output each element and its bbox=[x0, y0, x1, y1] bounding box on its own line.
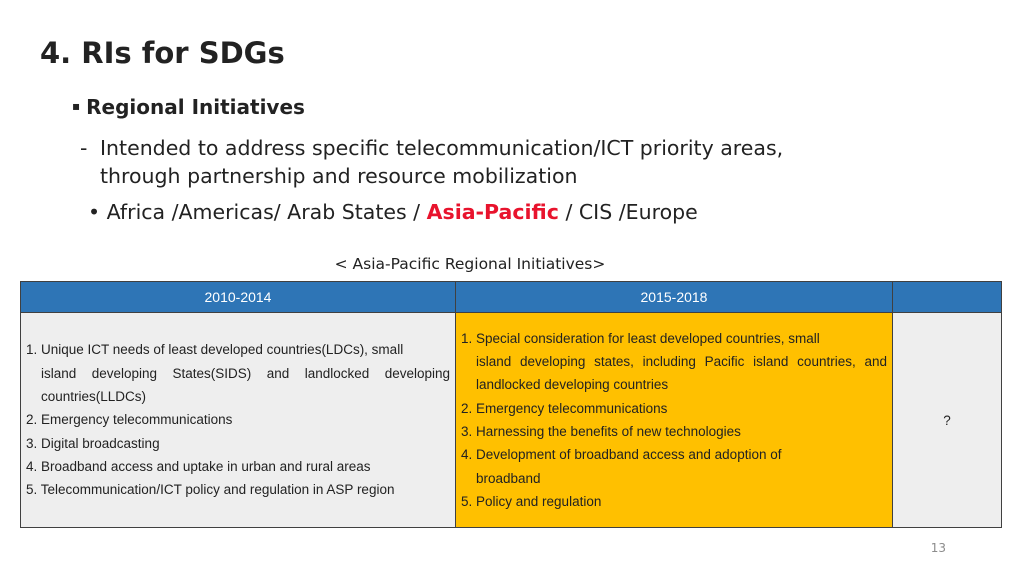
description bbox=[80, 134, 910, 190]
slide-title: 4. RIs for SDGs bbox=[40, 36, 285, 70]
list-item: 1. Unique ICT needs of least developed countries(LDCs), small island developing States(SIDS) and landlocked developing countries(LLDCs) bbox=[26, 342, 450, 405]
square-bullet-icon: ▪ bbox=[72, 99, 81, 113]
page-number: 13 bbox=[930, 541, 946, 555]
regional-initiatives-table bbox=[20, 281, 1002, 528]
header-empty bbox=[893, 282, 1002, 313]
list-item: 5. Telecommunication/ICT policy and regulation in ASP region bbox=[26, 482, 395, 498]
regions-before: Africa /Americas/ Arab States / bbox=[106, 200, 421, 224]
cell-unknown: ? bbox=[893, 313, 1002, 528]
list-item: 4. Development of broadband access and adoption of broadband bbox=[461, 447, 782, 486]
cell-2015-2018 bbox=[456, 313, 893, 528]
list-item: 3. Harnessing the benefits of new technologies bbox=[461, 424, 741, 439]
table-row bbox=[21, 313, 1002, 528]
dot-bullet-icon: • bbox=[88, 200, 101, 224]
list-item: 5. Policy and regulation bbox=[461, 493, 602, 509]
list-item: 2. Emergency telecommunications bbox=[461, 400, 668, 416]
header-2010-2014: 2010-2014 bbox=[21, 282, 456, 313]
regions-after: / CIS /Europe bbox=[565, 200, 698, 224]
cell-2010-2014 bbox=[21, 313, 456, 528]
list-item: 4. Broadband access and uptake in urban and rural areas bbox=[26, 458, 371, 474]
bullet-heading-row bbox=[72, 95, 305, 119]
list-item: 2. Emergency telecommunications bbox=[26, 412, 233, 428]
table-header-row bbox=[21, 282, 1002, 313]
description-line-1: Intended to address specific telecommunication/ICT priority areas, bbox=[100, 136, 784, 160]
regions-highlight: Asia-Pacific bbox=[426, 200, 559, 224]
list-item: 1. Special consideration for least developed countries, small island developing states, including Pacific island countries, and landlocked developing countries bbox=[461, 330, 887, 393]
header-2015-2018: 2015-2018 bbox=[456, 282, 893, 313]
regions-line bbox=[88, 200, 698, 224]
bullet-heading: Regional Initiatives bbox=[86, 95, 305, 119]
dash-icon: - bbox=[80, 136, 88, 160]
description-line-2: through partnership and resource mobilization bbox=[100, 164, 578, 188]
table-caption: < Asia-Pacific Regional Initiatives> bbox=[334, 255, 606, 273]
list-item: 3. Digital broadcasting bbox=[26, 435, 160, 451]
